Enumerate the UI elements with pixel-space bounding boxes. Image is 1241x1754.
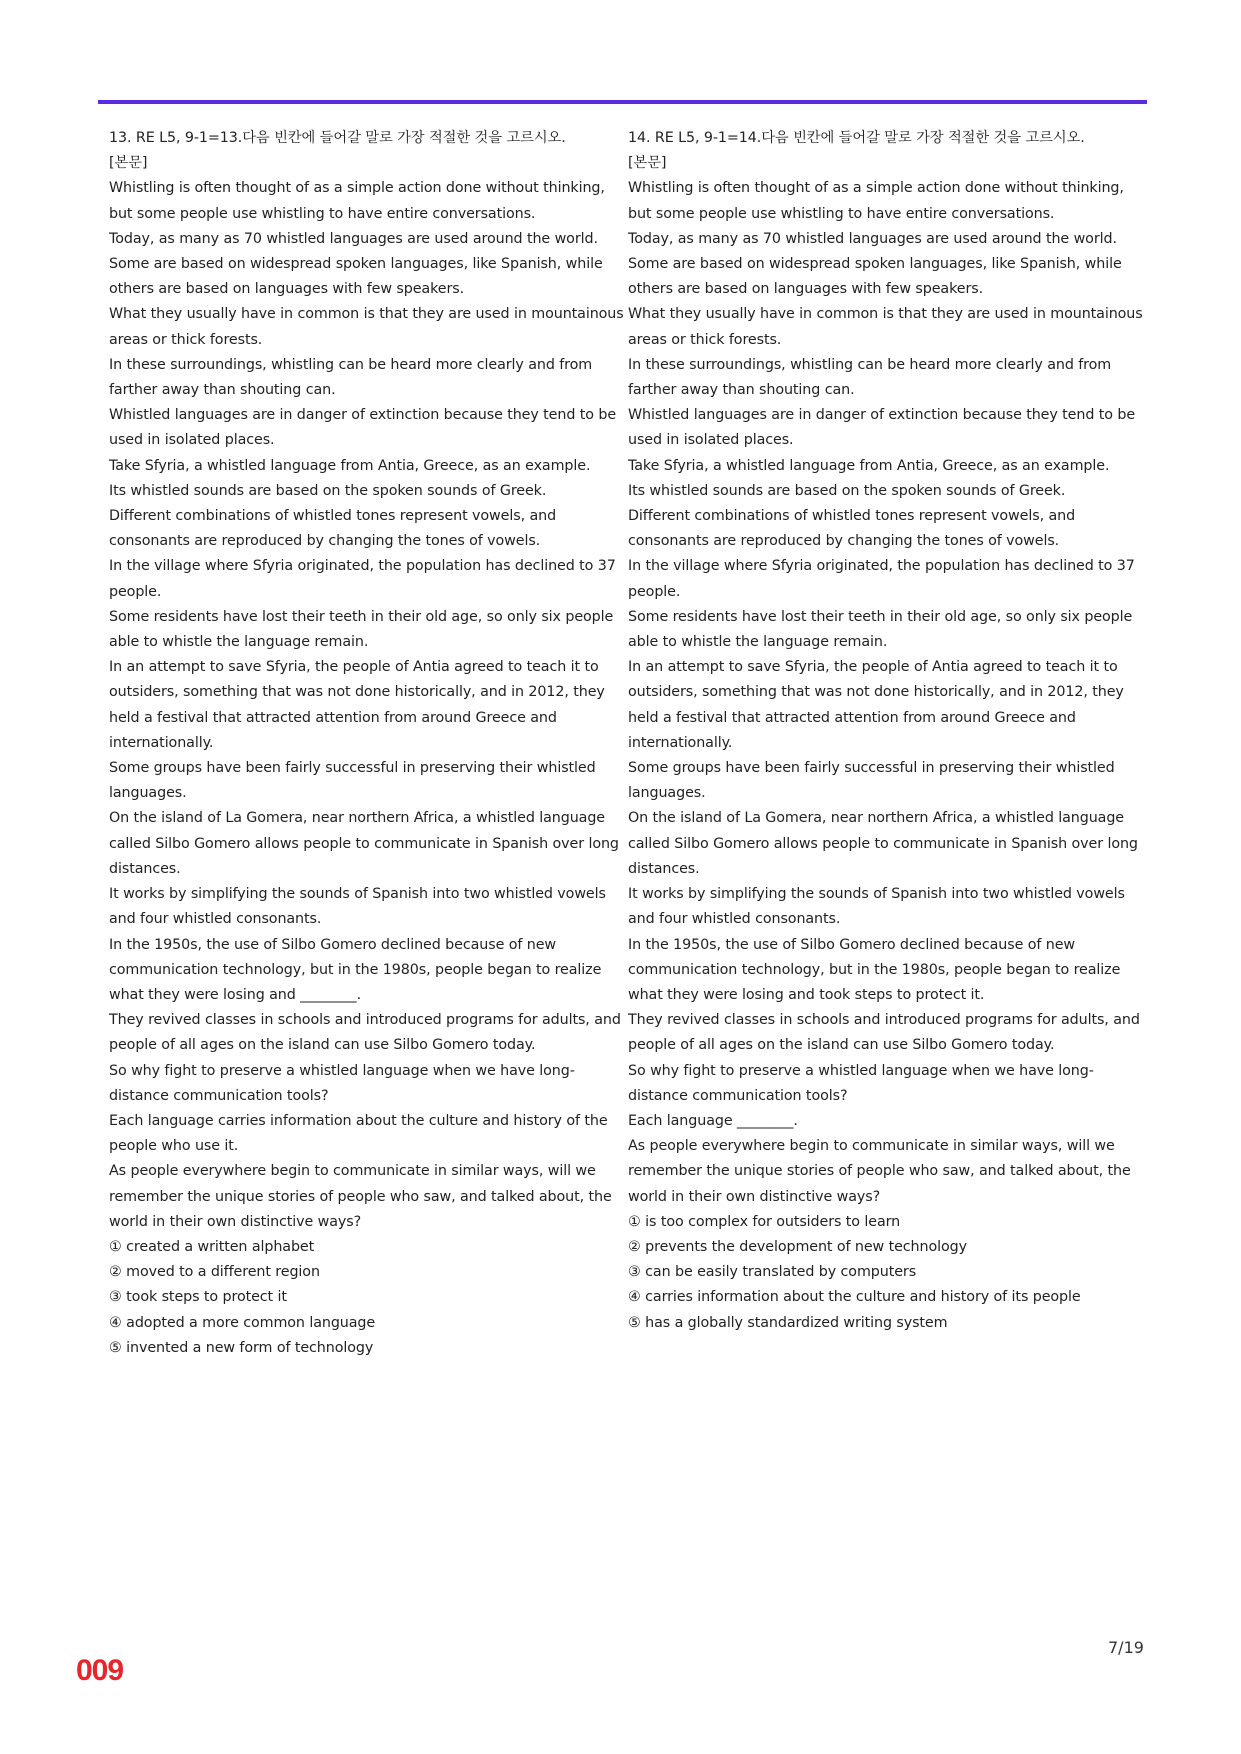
passage-sentence: Some residents have lost their teeth in their old age, so only six people able to whistle the language remain. xyxy=(109,608,614,651)
passage-sentence: They revived classes in schools and introduced programs for adults, and people of all ages on the island can use Silbo Gomero today. xyxy=(628,1012,1140,1054)
passage-sentence: Each language ________. xyxy=(628,1112,798,1129)
passage-sentence: Today, as many as 70 whistled languages are used around the world. xyxy=(109,230,598,247)
answer-option-1[interactable]: ① created a written alphabet xyxy=(109,1238,315,1255)
passage-sentence: In the 1950s, the use of Silbo Gomero declined because of new communication technology, but in the 1980s, people began to realize what they were losing and ________. xyxy=(109,936,602,1003)
publisher-logo: 009 xyxy=(76,1654,124,1687)
question-header: 14. RE L5, 9-1=14.다음 빈칸에 들어갈 말로 가장 적절한 것을 고르시오. xyxy=(628,130,1085,146)
passage-sentence: In these surroundings, whistling can be heard more clearly and from farther away than shouting can. xyxy=(109,356,593,399)
passage-sentence: In an attempt to save Sfyria, the people of Antia agreed to teach it to outsiders, something that was not done historically, and in 2012, they held a festival that attracted attention from around Greece and internationally. xyxy=(109,659,605,751)
answer-option-3[interactable]: ③ can be easily translated by computers xyxy=(628,1264,917,1281)
answer-option-5[interactable]: ⑤ invented a new form of technology xyxy=(109,1339,374,1356)
passage-sentence: Some residents have lost their teeth in their old age, so only six people able to whistle the language remain. xyxy=(628,608,1133,651)
passage xyxy=(628,176,1148,1209)
passage-sentence: Some are based on widespread spoken languages, like Spanish, while others are based on languages with few speakers. xyxy=(628,256,1122,298)
passage-sentence: Each language carries information about the culture and history of the people who use it. xyxy=(109,1112,608,1155)
passage-sentence: What they usually have in common is that they are used in mountainous areas or thick forests. xyxy=(628,306,1143,348)
passage-sentence: As people everywhere begin to communicate in similar ways, will we remember the unique stories of people who saw, and talked about, the world in their own distinctive ways? xyxy=(109,1163,612,1230)
section-label: [본문] xyxy=(628,155,667,172)
answer-option-4[interactable]: ④ carries information about the culture and history of its people xyxy=(628,1289,1081,1306)
passage-sentence: In these surroundings, whistling can be heard more clearly and from farther away than shouting can. xyxy=(628,356,1112,399)
passage-sentence: In the village where Sfyria originated, the population has declined to 37 people. xyxy=(628,558,1135,600)
passage-sentence: In the village where Sfyria originated, the population has declined to 37 people. xyxy=(109,558,616,600)
answer-options xyxy=(109,1235,629,1361)
answer-option-5[interactable]: ⑤ has a globally standardized writing system xyxy=(628,1314,948,1331)
passage-sentence: In an attempt to save Sfyria, the people of Antia agreed to teach it to outsiders, something that was not done historically, and in 2012, they held a festival that attracted attention from around Greece and internationally. xyxy=(628,659,1124,751)
passage-sentence: Different combinations of whistled tones represent vowels, and consonants are reproduced by changing the tones of vowels. xyxy=(109,508,557,550)
answer-option-4[interactable]: ④ adopted a more common language xyxy=(109,1314,376,1331)
passage xyxy=(109,176,629,1235)
question-14-column xyxy=(628,126,1148,1336)
passage-sentence: In the 1950s, the use of Silbo Gomero declined because of new communication technology, but in the 1980s, people began to realize what they were losing and took steps to protect it. xyxy=(628,936,1121,1003)
answer-option-2[interactable]: ② moved to a different region xyxy=(109,1264,320,1281)
passage-sentence: As people everywhere begin to communicate in similar ways, will we remember the unique stories of people who saw, and talked about, the world in their own distinctive ways? xyxy=(628,1138,1131,1205)
passage-sentence: Take Sfyria, a whistled language from Antia, Greece, as an example. xyxy=(628,457,1110,474)
passage-sentence: Different combinations of whistled tones represent vowels, and consonants are reproduced by changing the tones of vowels. xyxy=(628,508,1076,550)
question-header: 13. RE L5, 9-1=13.다음 빈칸에 들어갈 말로 가장 적절한 것을 고르시오. xyxy=(109,130,566,146)
passage-sentence: Today, as many as 70 whistled languages are used around the world. xyxy=(628,230,1117,247)
passage-sentence: So why fight to preserve a whistled language when we have long-distance communication tools? xyxy=(109,1062,575,1104)
passage-sentence: Whistling is often thought of as a simple action done without thinking, but some people use whistling to have entire conversations. xyxy=(628,180,1124,222)
top-divider xyxy=(98,100,1147,104)
answer-option-3[interactable]: ③ took steps to protect it xyxy=(109,1289,287,1306)
page-number: 7/19 xyxy=(1108,1638,1144,1657)
passage-sentence: It works by simplifying the sounds of Spanish into two whistled vowels and four whistled consonants. xyxy=(109,886,606,928)
passage-sentence: Whistled languages are in danger of extinction because they tend to be used in isolated places. xyxy=(628,407,1136,449)
passage-sentence: On the island of La Gomera, near northern Africa, a whistled language called Silbo Gomero allows people to communicate in Spanish over long distances. xyxy=(628,810,1138,877)
passage-sentence: Some are based on widespread spoken languages, like Spanish, while others are based on languages with few speakers. xyxy=(109,256,603,298)
passage-sentence: Its whistled sounds are based on the spoken sounds of Greek. xyxy=(109,482,547,499)
passage-sentence: It works by simplifying the sounds of Spanish into two whistled vowels and four whistled consonants. xyxy=(628,886,1125,928)
passage-sentence: Some groups have been fairly successful in preserving their whistled languages. xyxy=(109,760,596,802)
question-13-column xyxy=(109,126,629,1361)
passage-sentence: Whistling is often thought of as a simple action done without thinking, but some people use whistling to have entire conversations. xyxy=(109,180,605,222)
passage-sentence: What they usually have in common is that they are used in mountainous areas or thick forests. xyxy=(109,306,624,348)
passage-sentence: They revived classes in schools and introduced programs for adults, and people of all ages on the island can use Silbo Gomero today. xyxy=(109,1012,621,1054)
passage-sentence: On the island of La Gomera, near northern Africa, a whistled language called Silbo Gomero allows people to communicate in Spanish over long distances. xyxy=(109,810,619,877)
answer-option-1[interactable]: ① is too complex for outsiders to learn xyxy=(628,1213,901,1230)
passage-sentence: Some groups have been fairly successful in preserving their whistled languages. xyxy=(628,760,1115,802)
section-label: [본문] xyxy=(109,155,148,172)
answer-options xyxy=(628,1210,1148,1336)
passage-sentence: Its whistled sounds are based on the spoken sounds of Greek. xyxy=(628,482,1066,499)
answer-option-2[interactable]: ② prevents the development of new technology xyxy=(628,1238,967,1255)
passage-sentence: Whistled languages are in danger of extinction because they tend to be used in isolated places. xyxy=(109,407,617,449)
passage-sentence: So why fight to preserve a whistled language when we have long-distance communication tools? xyxy=(628,1062,1094,1104)
passage-sentence: Take Sfyria, a whistled language from Antia, Greece, as an example. xyxy=(109,457,591,474)
